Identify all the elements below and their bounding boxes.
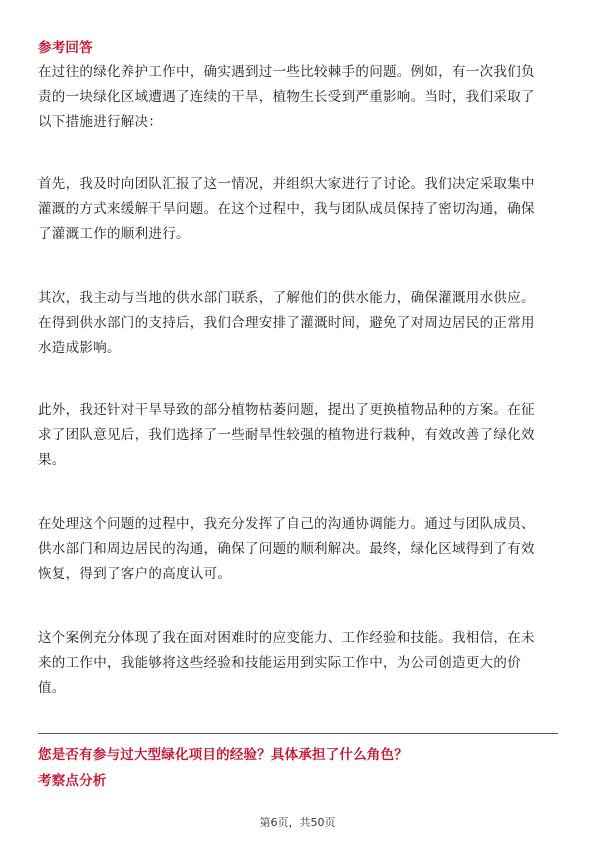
paragraph-line: 这个案例充分体现了我在面对困难时的应变能力、工作经验和技能。我相信，在未 [38,630,535,646]
paragraph-line: 在得到供水部门的支持后，我们合理安排了灌溉时间，避免了对周边居民的正常用 [38,315,535,331]
analysis-heading: 考察点分析 [38,773,107,789]
answer-heading: 参考回答 [38,40,93,56]
paragraph-line: 值。 [38,680,66,696]
next-question: 您是否有参与过大型绿化项目的经验？具体承担了什么角色？ [38,747,408,763]
paragraph-line: 果。 [38,452,66,468]
paragraph-line: 供水部门和周边居民的沟通，确保了问题的顺利解决。最终，绿化区域得到了有效 [38,541,535,557]
paragraph-1 [38,60,563,135]
paragraph-line: 在过往的绿化养护工作中，确实遇到过一些比较棘手的问题。例如，有一次我们负 [38,64,535,80]
page-footer: 第6页，共50页 [259,816,336,829]
paragraph-line: 水造成影响。 [38,340,121,356]
paragraph-line: 了灌溉工作的顺利进行。 [38,226,190,242]
paragraph-line: 来的工作中，我能够将这些经验和技能运用到实际工作中，为公司创造更大的价 [38,655,521,671]
section-divider [38,733,558,734]
paragraph-line: 其次，我主动与当地的供水部门联系，了解他们的供水能力，确保灌溉用水供应。 [38,290,535,306]
paragraph-3 [38,286,563,361]
paragraph-5 [38,512,563,587]
paragraph-line: 灌溉的方式来缓解干旱问题。在这个过程中，我与团队成员保持了密切沟通，确保 [38,201,535,217]
paragraph-6 [38,626,563,701]
paragraph-line: 此外，我还针对干旱导致的部分植物枯萎问题，提出了更换植物品种的方案。在征 [38,402,535,418]
paragraph-4 [38,398,563,473]
paragraph-line: 在处理这个问题的过程中，我充分发挥了自己的沟通协调能力。通过与团队成员、 [38,516,535,532]
paragraph-line: 恢复，得到了客户的高度认可。 [38,566,232,582]
paragraph-line: 责的一块绿化区域遭遇了连续的干旱，植物生长受到严重影响。当时，我们采取了 [38,89,535,105]
paragraph-line: 以下措施进行解决： [38,114,163,130]
paragraph-line: 首先，我及时向团队汇报了这一情况，并组织大家进行了讨论。我们决定采取集中 [38,176,535,192]
paragraph-line: 求了团队意见后，我们选择了一些耐旱性较强的植物进行栽种，有效改善了绿化效 [38,427,535,443]
paragraph-2 [38,172,563,247]
